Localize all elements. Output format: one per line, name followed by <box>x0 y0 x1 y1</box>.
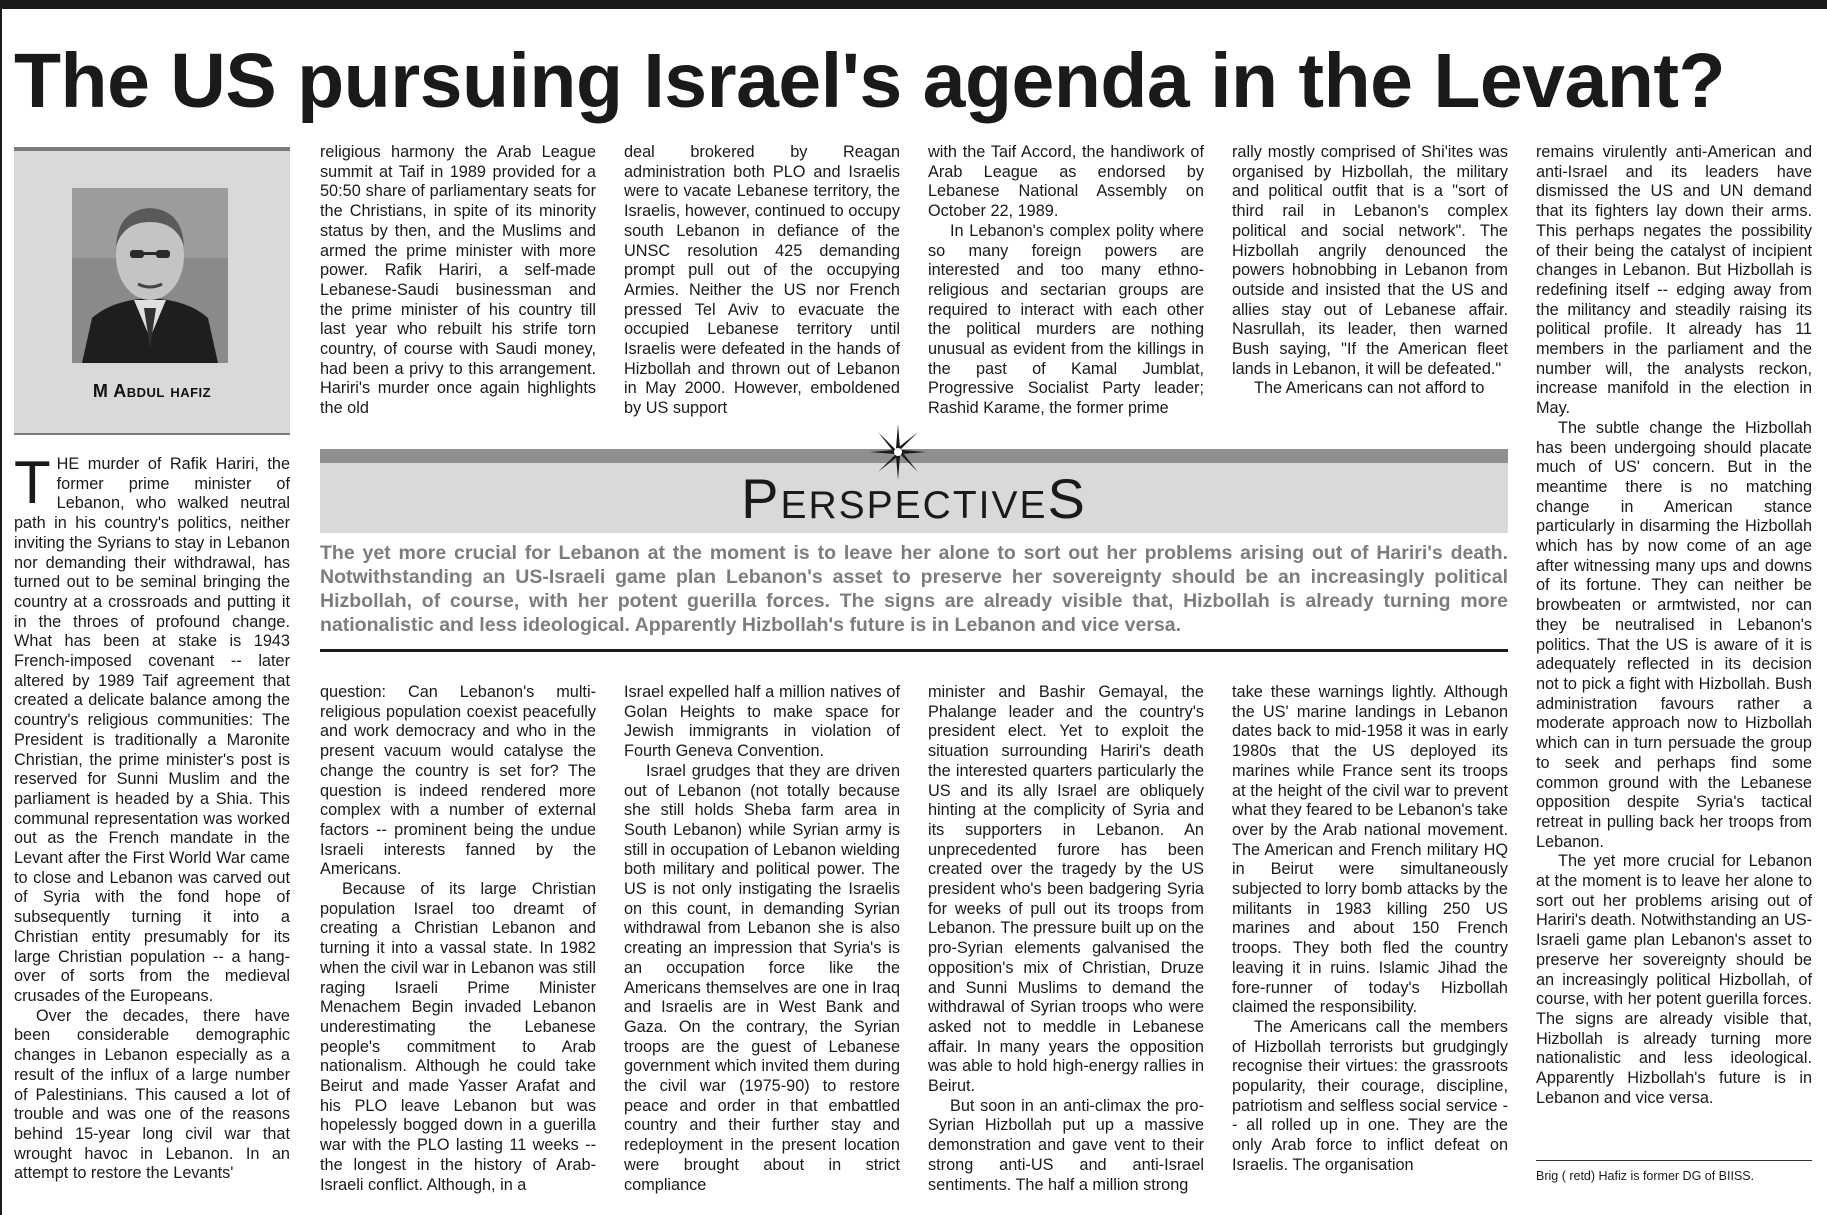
paragraph: religious harmony the Arab League summit at Taif in 1989 provided for a 50:50 share of parliamentary seats for the Christians, in spite of its minority status by then, and the Muslims and armed the prime minister with more power. Rafik Hariri, a self-made Lebanese-Saudi businessman and the prime minister of his country till last year who rebuilt his strife torn country, of course with Saudi money, had been a privy to this arrangement. Hariri's murder once again highlights the old <box>320 143 596 418</box>
body-column-3-lower <box>624 683 900 1215</box>
body-column-1 <box>14 455 290 1215</box>
perspectives-title: PerspectiveS <box>741 467 1087 530</box>
author-portrait-icon <box>72 188 228 363</box>
paragraph: The subtle change the Hizbollah has been undergoing should placate much of US' concern. But in the meantime there is no matching change in American stance particularly in disarming the Hizbollah which has by now come of an age after witnessing many ups and downs of its fortune. They can neither be browbeaten or armtwisted, nor can they be neutralised in Lebanon's politics. That the US is aware of it is adequately reflected in its decision not to pick a fight with Hizbollah. Bush administration favours rather a moderate approach now to Hizbollah which can in turn persuade the group to seek and perhaps find some common ground with the Lebanese opposition despite Syria's tactical retreat in pulling back her troops from Lebanon. <box>1536 418 1812 851</box>
body-column-2-lower <box>320 683 596 1215</box>
body-column-4-upper <box>928 143 1204 421</box>
author-box <box>14 147 290 435</box>
body-column-2-upper <box>320 143 596 421</box>
paragraph: The yet more crucial for Lebanon at the moment is to leave her alone to sort out her problems arising out of Hariri's death. Notwithstanding an US-Israeli game plan Lebanon's asset to preserve her sovereignty should be an increasingly political Hizbollah, of course, with her potent guerilla forces. The signs are already visible that, Hizbollah is already turning more nationalistic and less ideological. Apparently Hizbollah's future is in Lebanon and vice versa. <box>1536 852 1812 1107</box>
paragraph: But soon in an anti-climax the pro-Syrian Hizbollah put up a massive demonstration and gave vent to their strong anti-US and anti-Israel sentiments. The half a million strong <box>928 1096 1204 1194</box>
paragraph: with the Taif Accord, the handiwork of Arab League as endorsed by Lebanese National Assembly on October 22, 1989. <box>928 143 1204 221</box>
paragraph-text: HE murder of Rafik Hariri, the former prime minister of Lebanon, who walked neutral path in his country's politics, neither inviting the Syrians to stay in Lebanon nor demanding their withdrawal, has turned out to be seminal bringing the country at a crossroads and putting it in the throes of profound change. What has been at stake is 1943 French-imposed covenant -- later altered by 1989 Taif agreement that created a delicate balance among the country's religious communities: The President is traditionally a Maronite Christian, the prime minister's post is reserved for Sunni Muslim and the parliament is headed by a Shia. This communal representation was worked out as the French mandate in the Levant after the First World War came to close and Lebanon was carved out of Syria with the fond hope of subsequently turning it into a Christian entity presumably for its large Christian population -- a hang-over of sorts from the medieval crusades of the Europeans. <box>14 455 290 1005</box>
paragraph: The Americans can not afford to <box>1254 379 1485 398</box>
paragraph: rally mostly comprised of Shi'ites was organised by Hizbollah, the military and political outfit that is a "sort of third rail in Lebanon's complex political and social network". The Hizbollah angrily denounced the powers hobnobbing in Lebanon from outside and insisted that the US and allies stay out of Lebanese affair. Nasrullah, its leader, then warned Bush saying, "If the American fleet lands in Lebanon, it will be defeated." <box>1232 143 1508 378</box>
author-byline: M Abdul hafiz <box>92 381 212 401</box>
paragraph: Because of its large Christian population Israel too dreamt of creating a Christian Lebanon and turning it into a vassal state. In 1982 when the civil war in Lebanon was still raging Israeli Prime Minister Menachem Begin invaded Lebanon underestimating the Lebanese people's commitment to Arab nationalism. Although he could take Beirut and made Yasser Arafat and his PLO leave Lebanon but was hopelessly bogged down in a guerilla war with the PLO lasting 11 weeks -- the longest in the history of Arab-Israeli conflict. Although, in a <box>320 880 596 1194</box>
body-column-5-lower <box>1232 683 1508 1215</box>
paragraph: In Lebanon's complex polity where so many foreign powers are interested and too many ethno-religious and sectarian groups are required to interact with each other the political murders are nothing unusual as evident from the killings in the past of Kamal Jumblat, Progressive Socialist Party leader; Rashid Karame, the former prime <box>928 221 1204 418</box>
body-column-4-lower <box>928 683 1204 1215</box>
paragraph: The Americans call the members of Hizbollah terrorists but grudgingly recognise their virtues: the grassroots popularity, their courage, discipline, patriotism and selfless social service -- all rolled up in one. They are the only Arab force to inflict defeat on Israelis. The organisation <box>1232 1017 1508 1174</box>
perspectives-rule <box>320 649 1508 652</box>
body-column-5-upper <box>1232 143 1508 421</box>
paragraph: deal brokered by Reagan administration both PLO and Israelis were to vacate Lebanese territory, the Israelis, however, continued to occupy south Lebanon in defiance of the UNSC resolution 425 demanding prompt pull out of the occupying Armies. Neither the US nor French pressed Tel Aviv to evacuate the occupied Lebanese territory until Israelis were defeated in the hands of Hizbollah and thrown out of Lebanon in May 2000. However, emboldened by US support <box>624 143 900 418</box>
paragraph: Over the decades, there have been considerable demographic changes in Lebanon especially as a result of the influx of a large number of Palestinians. This caused a lot of trouble and was one of the reasons behind 15-year long civil war that wrought havoc in Lebanon. In an attempt to restore the Levants' <box>14 1006 290 1183</box>
headline: The US pursuing Israel's agenda in the Levant? <box>14 38 1726 124</box>
body-column-6 <box>1536 143 1812 1153</box>
drop-cap: T <box>14 455 51 516</box>
author-footnote: Brig ( retd) Hafiz is former DG of BIISS. <box>1536 1169 1755 1183</box>
paragraph: question: Can Lebanon's multi-religious population coexist peacefully and work democracy and who in the present vacuum would catalyse the change the country is set for? The question is indeed rendered more complex with a number of external factors -- prominent being the undue Israeli interests fanned by the Americans. <box>320 683 596 879</box>
footnote-rule <box>1536 1160 1812 1161</box>
left-rule <box>0 9 2 1215</box>
paragraph: Israel expelled half a million natives of Golan Heights to make space for Jewish immigrants in violation of Fourth Geneva Convention. <box>624 683 900 761</box>
paragraph: remains virulently anti-American and anti-Israel and its leaders have dismissed the US and UN demand that its fighters lay down their arms. This perhaps negates the possibility of their being the catalyst of incipient changes in Lebanon. But Hizbollah is redefining itself -- edging away from the militancy and steadily raising its political profile. It already has 11 members in the parliament and the number will, the analysts reckon, increase manifold in the election in May. <box>1536 143 1812 418</box>
paragraph: minister and Bashir Gemayal, the Phalange leader and the country's president elect. Yet to exploit the situation surrounding Hariri's death the interested quarters particularly the US and its ally Israel are obliquely hinting at the complicity of Syria and its supporters in Lebanon. An unprecedented furore has been created over the tragedy by the US president who's been badgering Syria for weeks of pull out its troops from Lebanon. The pressure built up on the pro-Syrian elements galvanised the opposition's mix of Christian, Druze and Sunni Muslims to demand the withdrawal of Syrian troops who were asked not to meddle in Lebanese affair. In many years the opposition was able to hold high-energy rallies in Beirut. <box>928 683 1204 1096</box>
paragraph: take these warnings lightly. Although the US' marine landings in Lebanon dates back to mid-1958 it was in early 1980s that the US deployed its marines while France sent its troops at the height of the civil war to prevent what they feared to be Lebanon's take over by the Arab national movement. The American and French military HQ in Beirut were simultaneously subjected to lorry bomb attacks by the militants in 1983 killing 250 US marines and about 150 French troops. They both fled the country leaving it in ruins. Islamic Jihad the fore-runner of today's Hizbollah claimed the responsibility. <box>1232 683 1508 1017</box>
perspectives-summary: The yet more crucial for Lebanon at the moment is to leave her alone to sort out her problems arising out of Hariri's death. Notwithstanding an US-Israeli game plan Lebanon's asset to preserve her sovereignty should be an increasingly political Hizbollah, of course, with her potent guerilla forces. The signs are already visible that, Hizbollah is already turning more nationalistic and less ideological. Apparently Hizbollah's future is in Lebanon and vice versa. <box>320 542 1508 636</box>
paragraph: Israel grudges that they are driven out of Lebanon (not totally because she still holds Sheba farm area in South Lebanon) while Syrian army is still in occupation of Lebanon wielding both military and political power. The US is not only instigating the Israelis on this count, in demanding Syrian withdrawal from Lebanon she is also creating an impression that Syria's is an occupation force like the Americans themselves are one in Iraq and Israelis are in West Bank and Gaza. On the contrary, the Syrian troops are the guest of Lebanese government which invited them during the civil war (1975-90) to restore peace and order in that embattled country and their further stay and redeployment in the present location were brought about in strict compliance <box>624 761 900 1194</box>
paragraph <box>14 455 290 1007</box>
top-rule <box>0 0 1827 9</box>
body-column-3-upper <box>624 143 900 421</box>
